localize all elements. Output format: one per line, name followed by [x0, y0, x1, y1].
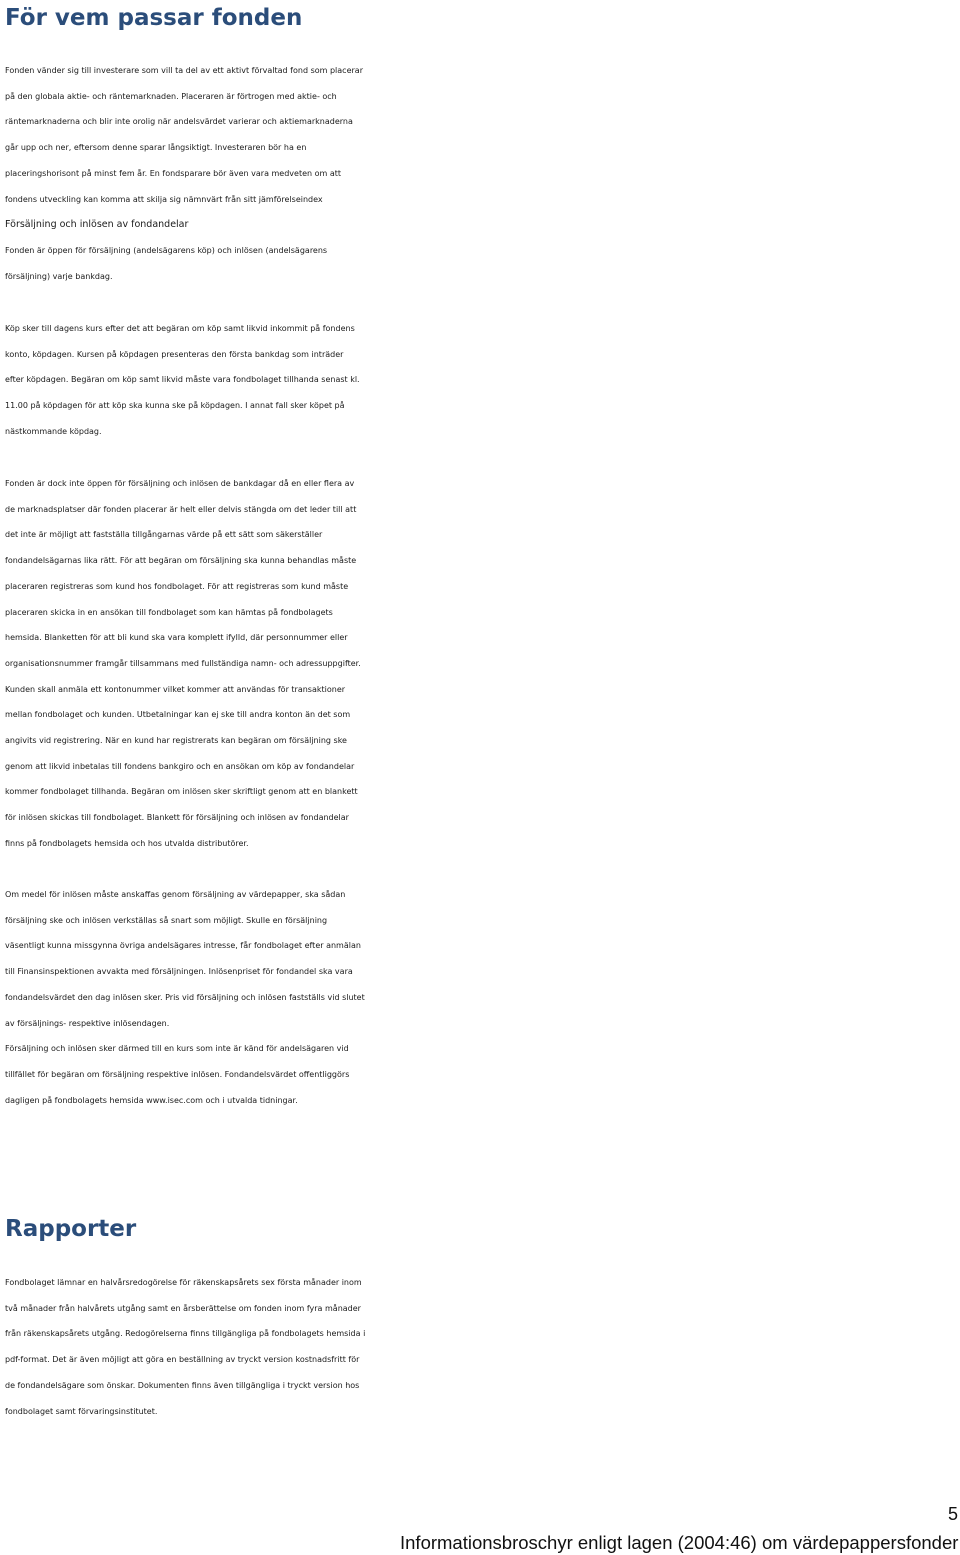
text-line: Fonden är öppen för försäljning (andelsägarens köp) och inlösen (andelsägarens [5, 245, 328, 255]
text-line: försäljning ske och inlösen verkställas så snart som möjligt. Skulle en försäljning [5, 915, 328, 925]
text-line: 11.00 på köpdagen för att köp ska kunna ske på köpdagen. I annat fall sker köpet på [5, 401, 345, 411]
text-line: organisationsnummer framgår tillsammans med fullständiga namn- och adressuppgifter. [5, 658, 361, 668]
text-line: konto, köpdagen. Kursen på köpdagen presenteras den första bankdag som inträder [5, 349, 344, 359]
text-line: placeraren skicka in en ansökan till fondbolaget som kan hämtas på fondbolagets [5, 607, 333, 617]
section-title-who-fund-suits: För vem passar fonden [5, 5, 303, 31]
text-line: räntemarknaderna och blir inte orolig när andelsvärdet varierar och aktiemarknaderna [5, 117, 353, 127]
text-line: angivits vid registrering. När en kund har registrerats kan begäran om försäljning ske [5, 736, 347, 746]
text-line: placeringshorisont på minst fem år. En fondsparare bör även vara medveten om att [5, 168, 342, 178]
text-line: genom att likvid inbetalas till fondens bankgiro och en ansökan om köp av fondandelar [5, 761, 355, 771]
text-line: Fondbolaget lämnar en halvårsredogörelse för räkenskapsårets sex första månader inom [5, 1278, 362, 1287]
text-line: från räkenskapsårets utgång. Redogörelserna finns tillgängliga på fondbolagets hemsida i [5, 1329, 366, 1339]
section-title-reports: Rapporter [5, 1216, 137, 1242]
text-line: Om medel för inlösen måste anskaffas genom försäljning av värdepapper, ska sådan [5, 890, 346, 899]
text-line: Försäljning och inlösen sker därmed till en kurs som inte är känd för andelsägaren vid [5, 1044, 349, 1054]
page-number: 5 [947, 1504, 958, 1524]
paragraph-closed-days [5, 471, 960, 857]
text-line: pdf-format. Det är även möjligt att göra en beställning av tryckt version kostnadsfritt för [5, 1355, 360, 1365]
text-line: de marknadsplatser där fonden placerar är helt eller delvis stängda om det leder till att [5, 504, 357, 514]
paragraph-redemption-funding [5, 882, 960, 1113]
paragraph-reports [5, 1270, 960, 1424]
text-line: kommer fondbolaget tillhanda. Begäran om inlösen sker skriftligt genom att en blankett [5, 787, 358, 797]
footer-text: Informationsbroschyr enligt lagen (2004:46) om värdepappersfonder [400, 1532, 959, 1553]
text-line: väsentligt kunna missgynna övriga andelsägares intresse, får fondbolaget efter anmälan [5, 941, 361, 951]
text-line: hemsida. Blanketten för att bli kund ska vara komplett ifylld, där personnummer eller [5, 633, 348, 643]
text-line: fondens utveckling kan komma att skilja sig nämnvärt från sitt jämförelseindex [5, 194, 323, 204]
text-line: efter köpdagen. Begäran om köp samt likvid måste vara fondbolaget tillhanda senast kl. [5, 375, 360, 385]
text-line: fondandelsägarnas lika rätt. För att begäran om försäljning ska kunna behandlas måste [5, 556, 357, 566]
text-line: för inlösen skickas till fondbolaget. Blankett för försäljning och inlösen av fondandelar [5, 813, 349, 823]
text-line: dagligen på fondbolagets hemsida www.isec.com och i utvalda tidningar. [5, 1095, 298, 1105]
paragraph-purchase [5, 316, 960, 445]
text-line: Fonden är dock inte öppen för försäljning och inlösen de bankdagar då en eller flera av [5, 479, 355, 488]
text-line: fondbolaget samt förvaringsinstitutet. [5, 1406, 158, 1416]
text-line: Kunden skall anmäla ett kontonummer vilket kommer att användas för transaktioner [5, 684, 346, 694]
text-line: de fondandelsägare som önskar. Dokumenten finns även tillgängliga i tryckt version hos [5, 1380, 360, 1390]
text-line: Fonden vänder sig till investerare som vill ta del av ett aktivt förvaltad fond som placerar [5, 66, 363, 75]
text-line: av försäljnings- respektive inlösendagen. [5, 1018, 170, 1028]
subsection-title-sale-redemption: Försäljning och inlösen av fondandelar [5, 219, 189, 231]
text-line: två månader från halvårets utgång samt en årsberättelse om fonden inom fyra månader [5, 1303, 361, 1313]
text-line: Köp sker till dagens kurs efter det att begäran om köp samt likvid inkommit på fondens [5, 324, 355, 333]
text-line: försäljning) varje bankdag. [5, 271, 113, 281]
text-line: det inte är möjligt att fastställa tillgångarnas värde på ett sätt som säkerställer [5, 530, 323, 540]
text-line: till Finansinspektionen avvakta med försäljningen. Inlösenpriset för fondandel ska vara [5, 967, 353, 977]
text-line: fondandelsvärdet den dag inlösen sker. Pris vid försäljning och inlösen fastställs vid slutet [5, 992, 365, 1002]
paragraph-target-investor [5, 58, 960, 289]
text-line: på den globala aktie- och räntemarknaden. Placeraren är förtrogen med aktie- och [5, 91, 337, 101]
text-line: finns på fondbolagets hemsida och hos utvalda distributörer. [5, 838, 249, 848]
text-line: tillfället för begäran om försäljning respektive inlösen. Fondandelsvärdet offentliggörs [5, 1069, 350, 1079]
text-line: mellan fondbolaget och kunden. Utbetalningar kan ej ske till andra konton än det som [5, 710, 351, 720]
text-line: går upp och ner, eftersom denne sparar långsiktigt. Investeraren bör ha en [5, 143, 307, 153]
text-line: nästkommande köpdag. [5, 426, 102, 436]
text-line: placeraren registreras som kund hos fondbolaget. För att registreras som kund måste [5, 581, 349, 591]
